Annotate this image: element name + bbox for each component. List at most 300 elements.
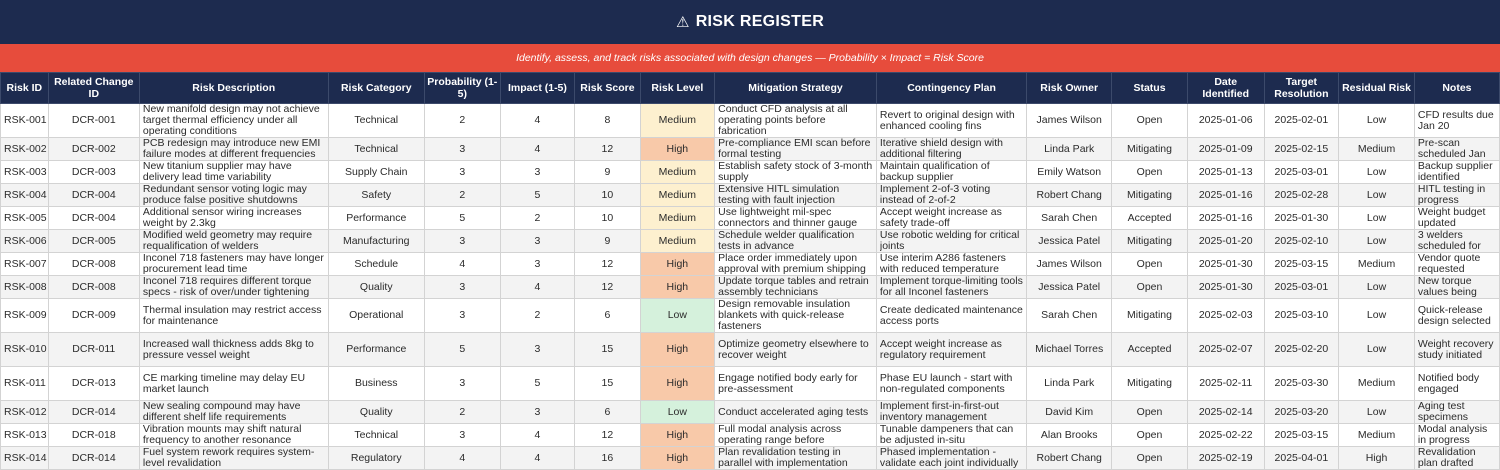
risk-owner-cell: Robert Chang (1027, 447, 1112, 470)
risk-owner-cell: Emily Watson (1027, 161, 1112, 184)
risk-description-cell (139, 333, 328, 367)
residual-risk-cell: Low (1339, 230, 1415, 253)
risk-category-cell: Schedule (328, 253, 424, 276)
notes-cell (1414, 276, 1499, 299)
probability-cell: 2 (424, 184, 500, 207)
risk-description-text: Fuel system rework requires system-level revalidation (142, 447, 315, 469)
probability-cell: 4 (424, 253, 500, 276)
column-header[interactable]: Status (1112, 73, 1188, 104)
risk-description-text: Thermal insulation may restrict access for maintenance (142, 304, 322, 327)
risk-description-text: Modified weld geometry may require requalification of welders (142, 230, 313, 252)
risk-category-cell: Performance (328, 333, 424, 367)
column-header[interactable]: Risk ID (1, 73, 49, 104)
mitigation-text: Extensive HITL simulation testing with fault injection (718, 184, 840, 206)
date-identified-cell: 2025-02-14 (1187, 401, 1264, 424)
mitigation-cell (715, 161, 877, 184)
impact-cell: 3 (500, 253, 575, 276)
risk-score-cell: 9 (575, 230, 640, 253)
notes-text: Weight budget updated (1417, 207, 1486, 229)
notes-text: 3 welders scheduled for (1417, 230, 1481, 252)
target-resolution-cell: 2025-04-01 (1264, 447, 1339, 470)
risk-score-cell: 15 (575, 367, 640, 401)
contingency-text: Implement 2-of-3 voting instead of 2-of-2 (879, 184, 991, 206)
table-row[interactable] (1, 230, 1500, 253)
notes-text: Pre-scan scheduled Jan (1417, 138, 1486, 160)
contingency-text: Phased implementation - validate each joint individually (879, 447, 1019, 469)
risk-description-text: Inconel 718 fasteners may have longer procurement lead time (142, 253, 324, 275)
risk-owner-cell: Linda Park (1027, 367, 1112, 401)
risk-score-cell: 6 (575, 299, 640, 333)
contingency-cell (876, 367, 1026, 401)
risk-description-text: CE marking timeline may delay EU market launch (142, 372, 306, 395)
risk-level-cell: Medium (640, 207, 715, 230)
risk-level-cell: Medium (640, 104, 715, 138)
residual-risk-cell: Medium (1339, 253, 1415, 276)
mitigation-text: Place order immediately upon approval with premium shipping (718, 253, 866, 275)
table-row[interactable] (1, 207, 1500, 230)
risk-level-cell: Medium (640, 184, 715, 207)
mitigation-cell (715, 104, 877, 138)
title-bar (0, 0, 1500, 44)
status-cell: Open (1112, 424, 1188, 447)
probability-cell: 3 (424, 230, 500, 253)
contingency-text: Use interim A286 fasteners with reduced temperature (879, 253, 1006, 275)
risk-register-table (0, 72, 1500, 470)
risk-level-cell: Low (640, 401, 715, 424)
risk-description-cell (139, 184, 328, 207)
mitigation-cell (715, 253, 877, 276)
status-cell: Open (1112, 276, 1188, 299)
impact-cell: 3 (500, 230, 575, 253)
column-header[interactable]: Mitigation Strategy (715, 73, 877, 104)
risk-description-text: Vibration mounts may shift natural frequency to another resonance (142, 424, 302, 446)
target-resolution-cell: 2025-03-15 (1264, 424, 1339, 447)
risk-description-text: Increased wall thickness adds 8kg to pressure vessel weight (142, 338, 314, 361)
notes-text: Revalidation plan drafted (1417, 447, 1476, 469)
target-resolution-cell: 2025-03-15 (1264, 253, 1339, 276)
column-header[interactable]: Related Change ID (48, 73, 139, 104)
column-header[interactable]: Probability (1-5) (424, 73, 500, 104)
residual-risk-cell: Low (1339, 333, 1415, 367)
target-resolution-cell: 2025-02-20 (1264, 333, 1339, 367)
residual-risk-cell: High (1339, 447, 1415, 470)
date-identified-cell: 2025-02-19 (1187, 447, 1264, 470)
date-identified-cell: 2025-01-30 (1187, 276, 1264, 299)
risk-score-cell: 10 (575, 184, 640, 207)
risk-description-cell (139, 401, 328, 424)
mitigation-cell (715, 207, 877, 230)
target-resolution-cell: 2025-03-01 (1264, 161, 1339, 184)
table-row[interactable] (1, 447, 1500, 470)
notes-text: Backup supplier identified (1417, 161, 1493, 183)
risk-level-cell: High (640, 333, 715, 367)
target-resolution-cell: 2025-03-30 (1264, 367, 1339, 401)
risk-score-cell: 8 (575, 104, 640, 138)
column-header[interactable]: Impact (1-5) (500, 73, 575, 104)
notes-cell (1414, 184, 1499, 207)
contingency-cell (876, 447, 1026, 470)
mitigation-text: Plan revalidation testing in parallel with implementation (718, 447, 848, 469)
risk-owner-cell: Alan Brooks (1027, 424, 1112, 447)
probability-cell: 4 (424, 447, 500, 470)
notes-text: CFD results due Jan 20 (1417, 109, 1494, 132)
notes-cell (1414, 333, 1499, 367)
risk-description-text: Inconel 718 requires different torque specs - risk of over/under tightening (142, 276, 312, 298)
risk-id-cell: RSK-003 (1, 161, 49, 184)
table-row[interactable] (1, 161, 1500, 184)
residual-risk-cell: Low (1339, 104, 1415, 138)
target-resolution-cell: 2025-03-10 (1264, 299, 1339, 333)
probability-cell: 2 (424, 104, 500, 138)
mitigation-text: Schedule welder qualification tests in advance (718, 230, 855, 252)
page-subtitle: Identify, assess, and track risks associated with design changes — Probability × Impact = Risk Score (516, 52, 984, 64)
risk-score-cell: 12 (575, 424, 640, 447)
risk-score-cell: 6 (575, 401, 640, 424)
residual-risk-cell: Low (1339, 161, 1415, 184)
impact-cell: 4 (500, 104, 575, 138)
risk-score-cell: 15 (575, 333, 640, 367)
mitigation-text: Full modal analysis across operating range before (718, 424, 842, 446)
contingency-cell (876, 161, 1026, 184)
mitigation-cell (715, 367, 877, 401)
column-header[interactable]: Risk Score (575, 73, 640, 104)
probability-cell: 3 (424, 276, 500, 299)
impact-cell: 4 (500, 138, 575, 161)
date-identified-cell: 2025-01-13 (1187, 161, 1264, 184)
risk-id-cell: RSK-011 (1, 367, 49, 401)
residual-risk-cell: Low (1339, 276, 1415, 299)
change-id-cell: DCR-009 (48, 299, 139, 333)
table-row[interactable] (1, 276, 1500, 299)
contingency-text: Implement first-in-first-out inventory management (879, 401, 999, 423)
risk-id-cell: RSK-014 (1, 447, 49, 470)
change-id-cell: DCR-014 (48, 401, 139, 424)
risk-score-cell: 12 (575, 276, 640, 299)
contingency-cell (876, 138, 1026, 161)
risk-score-cell: 12 (575, 253, 640, 276)
column-header[interactable]: Risk Description (139, 73, 328, 104)
notes-cell (1414, 207, 1499, 230)
residual-risk-cell: Medium (1339, 424, 1415, 447)
residual-risk-cell: Medium (1339, 367, 1415, 401)
risk-score-cell: 9 (575, 161, 640, 184)
notes-cell (1414, 138, 1499, 161)
contingency-text: Implement torque-limiting tools for all Inconel fasteners (879, 276, 1023, 298)
impact-cell: 3 (500, 401, 575, 424)
column-header[interactable]: Risk Level (640, 73, 715, 104)
notes-cell (1414, 424, 1499, 447)
risk-score-cell: 12 (575, 138, 640, 161)
risk-score-cell: 16 (575, 447, 640, 470)
risk-description-text: Additional sensor wiring increases weight by 2.3kg (142, 207, 302, 229)
risk-category-cell: Technical (328, 138, 424, 161)
subtitle-bar (0, 44, 1500, 72)
mitigation-text: Conduct CFD analysis at all operating points before fabrication (718, 104, 848, 137)
residual-risk-cell: Low (1339, 401, 1415, 424)
risk-category-cell: Technical (328, 104, 424, 138)
column-header[interactable]: Notes (1414, 73, 1499, 104)
risk-level-cell: High (640, 367, 715, 401)
probability-cell: 3 (424, 161, 500, 184)
risk-level-cell: Medium (640, 161, 715, 184)
change-id-cell: DCR-002 (48, 138, 139, 161)
risk-category-cell: Technical (328, 424, 424, 447)
risk-id-cell: RSK-004 (1, 184, 49, 207)
impact-cell: 4 (500, 424, 575, 447)
contingency-text: Create dedicated maintenance access ports (879, 304, 1023, 327)
risk-description-cell (139, 253, 328, 276)
risk-category-cell: Regulatory (328, 447, 424, 470)
mitigation-text: Optimize geometry elsewhere to recover weight (718, 338, 869, 361)
notes-text: Aging test specimens (1417, 401, 1469, 423)
column-header[interactable]: Date Identified (1187, 73, 1264, 104)
date-identified-cell: 2025-01-20 (1187, 230, 1264, 253)
status-cell: Mitigating (1112, 367, 1188, 401)
risk-level-cell: High (640, 138, 715, 161)
risk-id-cell: RSK-009 (1, 299, 49, 333)
change-id-cell: DCR-018 (48, 424, 139, 447)
contingency-cell (876, 299, 1026, 333)
target-resolution-cell: 2025-02-01 (1264, 104, 1339, 138)
risk-description-text: PCB redesign may introduce new EMI failure modes at different frequencies (142, 138, 321, 160)
change-id-cell: DCR-011 (48, 333, 139, 367)
contingency-text: Iterative shield design with additional filtering (879, 138, 1004, 160)
date-identified-cell: 2025-01-06 (1187, 104, 1264, 138)
column-header[interactable]: Risk Owner (1027, 73, 1112, 104)
column-header[interactable]: Risk Category (328, 73, 424, 104)
contingency-cell (876, 230, 1026, 253)
risk-id-cell: RSK-012 (1, 401, 49, 424)
contingency-cell (876, 253, 1026, 276)
change-id-cell: DCR-008 (48, 253, 139, 276)
risk-description-text: New sealing compound may have different shelf life requirements (142, 401, 301, 423)
impact-cell: 3 (500, 161, 575, 184)
target-resolution-cell: 2025-01-30 (1264, 207, 1339, 230)
table-row[interactable] (1, 367, 1500, 401)
notes-text: Weight recovery study initiated (1417, 338, 1494, 361)
mitigation-text: Design removable insulation blankets with quick-release fasteners (718, 299, 851, 332)
probability-cell: 3 (424, 299, 500, 333)
probability-cell: 5 (424, 207, 500, 230)
target-resolution-cell: 2025-02-28 (1264, 184, 1339, 207)
residual-risk-cell: Medium (1339, 138, 1415, 161)
risk-level-cell: High (640, 424, 715, 447)
mitigation-cell (715, 333, 877, 367)
risk-description-cell (139, 138, 328, 161)
target-resolution-cell: 2025-02-10 (1264, 230, 1339, 253)
mitigation-text: Engage notified body early for pre-assessment (718, 372, 858, 395)
contingency-cell (876, 104, 1026, 138)
risk-id-cell: RSK-013 (1, 424, 49, 447)
mitigation-text: Pre-compliance EMI scan before formal testing (718, 138, 871, 160)
risk-category-cell: Operational (328, 299, 424, 333)
contingency-cell (876, 401, 1026, 424)
notes-cell (1414, 161, 1499, 184)
risk-description-cell (139, 424, 328, 447)
contingency-cell (876, 276, 1026, 299)
risk-level-cell: Medium (640, 230, 715, 253)
column-header[interactable]: Residual Risk (1339, 73, 1415, 104)
contingency-text: Tunable dampeners that can be adjusted in-situ (879, 424, 1014, 446)
change-id-cell: DCR-014 (48, 447, 139, 470)
risk-category-cell: Supply Chain (328, 161, 424, 184)
impact-cell: 5 (500, 184, 575, 207)
change-id-cell: DCR-008 (48, 276, 139, 299)
risk-id-cell: RSK-008 (1, 276, 49, 299)
column-header[interactable]: Target Resolution (1264, 73, 1339, 104)
notes-text: Quick-release design selected (1417, 304, 1491, 327)
target-resolution-cell: 2025-03-01 (1264, 276, 1339, 299)
date-identified-cell: 2025-02-03 (1187, 299, 1264, 333)
table-header-row (1, 73, 1500, 104)
risk-id-cell: RSK-007 (1, 253, 49, 276)
mitigation-cell (715, 447, 877, 470)
probability-cell: 2 (424, 401, 500, 424)
risk-description-cell (139, 207, 328, 230)
risk-id-cell: RSK-005 (1, 207, 49, 230)
notes-text: Modal analysis in progress (1417, 424, 1488, 446)
risk-id-cell: RSK-002 (1, 138, 49, 161)
contingency-text: Accept weight increase as safety trade-off (879, 207, 1002, 229)
contingency-text: Phase EU launch - start with non-regulated components (879, 372, 1013, 395)
risk-description-cell (139, 367, 328, 401)
mitigation-cell (715, 401, 877, 424)
table-row[interactable] (1, 299, 1500, 333)
impact-cell: 4 (500, 276, 575, 299)
risk-category-cell: Quality (328, 276, 424, 299)
risk-owner-cell: Jessica Patel (1027, 230, 1112, 253)
status-cell: Open (1112, 447, 1188, 470)
table-row[interactable] (1, 104, 1500, 138)
table-row[interactable] (1, 138, 1500, 161)
status-cell: Open (1112, 401, 1188, 424)
notes-cell (1414, 367, 1499, 401)
risk-category-cell: Performance (328, 207, 424, 230)
risk-level-cell: High (640, 447, 715, 470)
date-identified-cell: 2025-01-09 (1187, 138, 1264, 161)
risk-level-cell: High (640, 253, 715, 276)
mitigation-cell (715, 299, 877, 333)
notes-cell (1414, 401, 1499, 424)
notes-text: Notified body engaged (1417, 372, 1480, 395)
residual-risk-cell: Low (1339, 184, 1415, 207)
date-identified-cell: 2025-01-16 (1187, 207, 1264, 230)
mitigation-cell (715, 424, 877, 447)
contingency-cell (876, 424, 1026, 447)
risk-owner-cell: David Kim (1027, 401, 1112, 424)
risk-owner-cell: Michael Torres (1027, 333, 1112, 367)
change-id-cell: DCR-013 (48, 367, 139, 401)
risk-category-cell: Safety (328, 184, 424, 207)
date-identified-cell: 2025-02-07 (1187, 333, 1264, 367)
notes-cell (1414, 253, 1499, 276)
impact-cell: 3 (500, 333, 575, 367)
contingency-cell (876, 184, 1026, 207)
probability-cell: 3 (424, 367, 500, 401)
change-id-cell: DCR-004 (48, 207, 139, 230)
status-cell: Accepted (1112, 207, 1188, 230)
contingency-cell (876, 333, 1026, 367)
risk-description-cell (139, 104, 328, 138)
risk-description-text: New manifold design may not achieve target thermal efficiency under all operating conditions (142, 104, 320, 137)
risk-owner-cell: Jessica Patel (1027, 276, 1112, 299)
risk-level-cell: Low (640, 299, 715, 333)
mitigation-text: Update torque tables and retrain assembly technicians (718, 276, 869, 298)
risk-category-cell: Quality (328, 401, 424, 424)
warning-icon: ⚠ (675, 14, 690, 31)
change-id-cell: DCR-005 (48, 230, 139, 253)
change-id-cell: DCR-001 (48, 104, 139, 138)
mitigation-text: Establish safety stock of 3-month supply (718, 161, 873, 183)
table-row[interactable] (1, 253, 1500, 276)
column-header[interactable]: Contingency Plan (876, 73, 1026, 104)
status-cell: Open (1112, 253, 1188, 276)
status-cell: Accepted (1112, 333, 1188, 367)
status-cell: Mitigating (1112, 184, 1188, 207)
status-cell: Mitigating (1112, 138, 1188, 161)
table-row[interactable] (1, 184, 1500, 207)
date-identified-cell: 2025-02-11 (1187, 367, 1264, 401)
mitigation-cell (715, 230, 877, 253)
change-id-cell: DCR-003 (48, 161, 139, 184)
date-identified-cell: 2025-02-22 (1187, 424, 1264, 447)
risk-id-cell: RSK-006 (1, 230, 49, 253)
risk-description-text: New titanium supplier may have delivery lead time variability (142, 161, 292, 183)
page-title: RISK REGISTER (695, 13, 825, 30)
risk-owner-cell: James Wilson (1027, 253, 1112, 276)
risk-description-cell (139, 276, 328, 299)
table-body (1, 104, 1500, 470)
table-row[interactable] (1, 401, 1500, 424)
risk-owner-cell: James Wilson (1027, 104, 1112, 138)
change-id-cell: DCR-004 (48, 184, 139, 207)
table-row[interactable] (1, 424, 1500, 447)
mitigation-cell (715, 138, 877, 161)
risk-id-cell: RSK-010 (1, 333, 49, 367)
risk-level-cell: High (640, 276, 715, 299)
risk-description-cell (139, 299, 328, 333)
target-resolution-cell: 2025-02-15 (1264, 138, 1339, 161)
impact-cell: 4 (500, 447, 575, 470)
risk-description-cell (139, 161, 328, 184)
mitigation-text: Conduct accelerated aging tests (718, 406, 869, 418)
contingency-cell (876, 207, 1026, 230)
notes-text: HITL testing in progress (1417, 184, 1486, 206)
risk-owner-cell: Linda Park (1027, 138, 1112, 161)
residual-risk-cell: Low (1339, 299, 1415, 333)
notes-text: New torque values being (1417, 276, 1477, 298)
status-cell: Open (1112, 104, 1188, 138)
date-identified-cell: 2025-01-16 (1187, 184, 1264, 207)
table-row[interactable] (1, 333, 1500, 367)
notes-cell (1414, 299, 1499, 333)
impact-cell: 2 (500, 207, 575, 230)
notes-cell (1414, 104, 1499, 138)
contingency-text: Use robotic welding for critical joints (879, 230, 1020, 252)
risk-category-cell: Business (328, 367, 424, 401)
risk-description-text: Redundant sensor voting logic may produce false positive shutdowns (142, 184, 307, 206)
risk-owner-cell: Sarah Chen (1027, 299, 1112, 333)
status-cell: Open (1112, 161, 1188, 184)
contingency-text: Maintain qualification of backup supplier (879, 161, 990, 183)
contingency-text: Revert to original design with enhanced cooling fins (879, 109, 1015, 132)
residual-risk-cell: Low (1339, 207, 1415, 230)
probability-cell: 5 (424, 333, 500, 367)
probability-cell: 3 (424, 424, 500, 447)
probability-cell: 3 (424, 138, 500, 161)
date-identified-cell: 2025-01-30 (1187, 253, 1264, 276)
risk-description-cell (139, 447, 328, 470)
